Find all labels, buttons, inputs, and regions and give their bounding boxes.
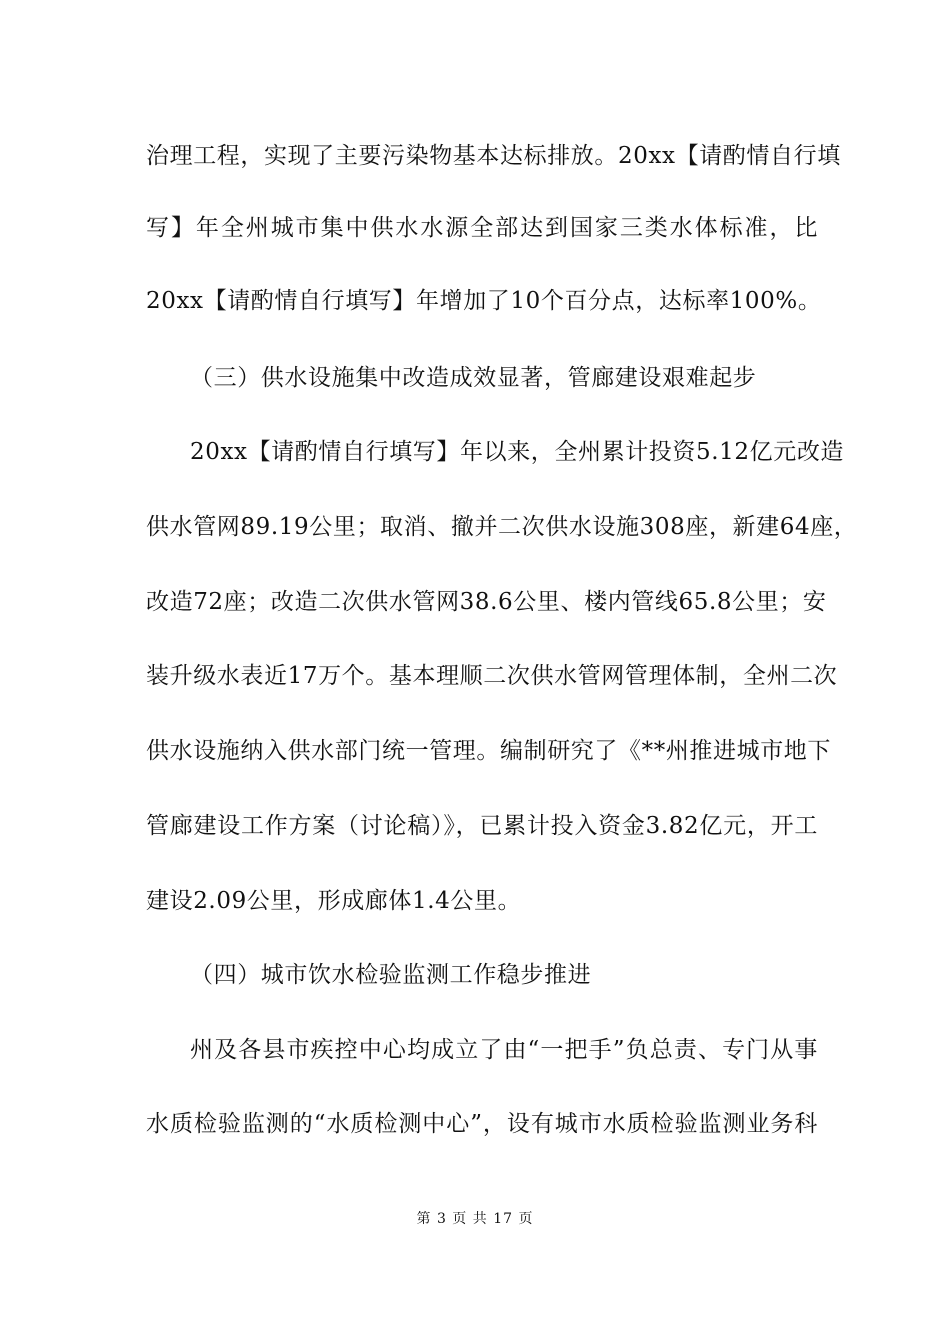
text-line: 水质检验监测的“水质检测中心”，设有城市水质检验监测业务科	[146, 1111, 818, 1137]
page-number-footer: 第 3 页 共 17 页	[416, 1211, 534, 1227]
text-line: 改造72座；改造二次供水管网38.6公里、楼内管线65.8公里；安	[146, 589, 827, 615]
section-heading: （四）城市饮水检验监测工作稳步推进	[190, 962, 592, 988]
text-line: 写】年全州城市集中供水水源全部达到国家三类水体标准，比	[146, 215, 818, 241]
section-heading: （三）供水设施集中改造成效显著，管廊建设艰难起步	[190, 365, 757, 391]
text-line: 建设2.09公里，形成廊体1.4公里。	[146, 888, 522, 914]
text-line: 管廊建设工作方案（讨论稿）》，已累计投入资金3.82亿元，开工	[146, 813, 818, 839]
text-line: 州及各县市疾控中心均成立了由“一把手”负总责、专门从事	[190, 1037, 818, 1063]
text-line: 治理工程，实现了主要污染物基本达标排放。20xx【请酌情自行填	[146, 143, 841, 169]
text-line: 装升级水表近17万个。基本理顺二次供水管网管理体制，全州二次	[146, 663, 838, 689]
text-line: 20xx【请酌情自行填写】年增加了10个百分点，达标率100%。	[146, 288, 822, 314]
text-line: 供水管网89.19公里；取消、撤并二次供水设施308座，新建64座，	[146, 514, 858, 540]
text-line: 供水设施纳入供水部门统一管理。编制研究了《**州推进城市地下	[146, 738, 831, 764]
text-line: 20xx【请酌情自行填写】年以来，全州累计投资5.12亿元改造	[190, 439, 845, 465]
